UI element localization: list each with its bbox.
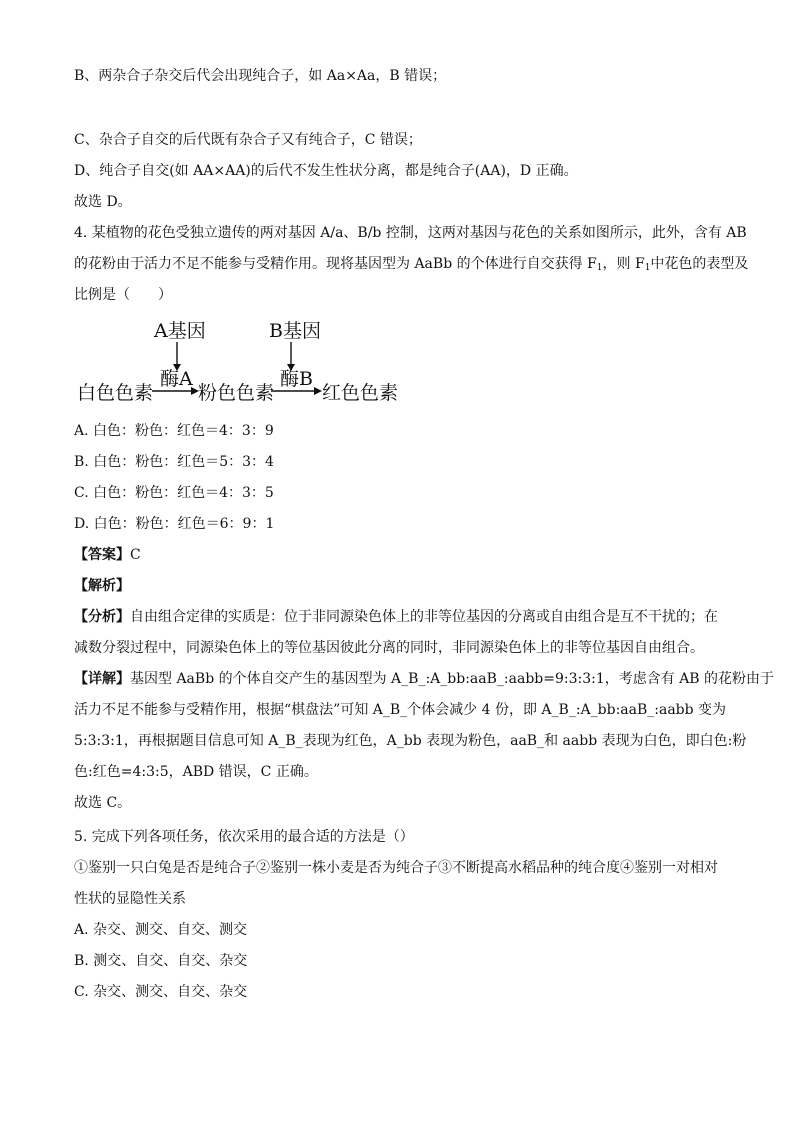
detail-line: 5:3:3:1，再根据题目信息可知 A_B_表现为红色，A_bb 表现为粉色，aaB_和 aabb 表现为白色，即白色:粉 [74, 733, 747, 749]
detail-label: 【详解】 [74, 671, 130, 687]
detail-line: 故选 C。 [74, 795, 132, 811]
option-c: C. 白色：粉色：红色＝4：3：5 [74, 485, 274, 501]
option-c: C. 杂交、测交、自交、杂交 [74, 984, 248, 1000]
text-line: D、纯合子自交(如 AA×AA)的后代不发生性状分离，都是纯合子(AA)，D 正确。 [74, 163, 578, 179]
analysis-line [74, 607, 718, 627]
option-b: B. 测交、自交、自交、杂交 [74, 953, 248, 969]
analysis-label: 【分析】 [74, 609, 130, 625]
option-a: A. 白色：粉色：红色＝4：3：9 [74, 423, 274, 439]
option-d: D. 白色：粉色：红色＝6：9：1 [74, 516, 275, 532]
white-pigment-label: 白色色素 [77, 382, 154, 404]
enzyme-b-label: 酶B [280, 368, 313, 390]
analysis-line: 减数分裂过程中，同源染色体上的等位基因彼此分离的同时，非同源染色体上的非等位基因自由组合。 [74, 640, 704, 656]
pink-pigment-label: 粉色色素 [198, 382, 275, 404]
question-4-stem: 比例是（ ） [74, 287, 172, 303]
question-5-stem: ①鉴别一只白兔是否是纯合子②鉴别一株小麦是否为纯合子③不断提高水稻品种的纯合度④鉴别一对相对 [74, 860, 718, 876]
red-pigment-label: 红色色素 [322, 382, 399, 404]
option-a: A. 杂交、测交、自交、测交 [74, 922, 248, 938]
detail-line: 色:红色=4:3:5，ABD 错误，C 正确。 [74, 764, 318, 780]
detail-line [74, 669, 774, 689]
analysis-heading: 【解析】 [74, 578, 130, 594]
text-span: 基因型 AaBb 的个体自交产生的基因型为 A_B_:A_bb:aaB_:aabb=9:3:3:1，考虑含有 AB 的花粉由于 [130, 671, 775, 687]
enzyme-a-label: 酶A [160, 368, 193, 390]
question-4-stem: 4. 某植物的花色受独立遗传的两对基因 A/a、B/b 控制，这两对基因与花色的关系如图所示，此外，含有 AB [74, 225, 747, 241]
text-line: C、杂合子自交的后代既有杂合子又有纯合子，C 错误； [74, 132, 422, 148]
question-5-stem: 5. 完成下列各项任务，依次采用的最合适的方法是（） [74, 829, 414, 845]
answer-line [74, 545, 141, 565]
text-span: 中花色的表型及 [650, 256, 749, 272]
subscript: 1 [644, 263, 651, 273]
answer-value: C [130, 547, 141, 563]
text-span: 的花粉由于活力不足不能参与受精作用。现将基因型为 AaBb 的个体进行自交获得 F [74, 256, 597, 272]
question-4-stem [74, 254, 748, 278]
option-b: B. 白色：粉色：红色＝5：3：4 [74, 454, 274, 470]
text-line: 故选 D。 [74, 194, 132, 210]
gene-a-label: A基因 [154, 320, 206, 342]
text-span: ，则 F [602, 256, 645, 272]
detail-line: 活力不足不能参与受精作用，根据“棋盘法”可知 A_B_个体会减少 4 份，即 A_B_:A_bb:aaB_:aabb 变为 [74, 702, 727, 718]
answer-label: 【答案】 [74, 547, 130, 563]
gene-b-label: B基因 [269, 320, 321, 342]
question-5-stem: 性状的显隐性关系 [74, 891, 186, 907]
pigment-pathway-diagram [74, 318, 414, 410]
text-span: 自由组合定律的实质是：位于非同源染色体上的非等位基因的分离或自由组合是互不干扰的；在 [130, 609, 718, 625]
text-line: B、两杂合子杂交后代会出现纯合子，如 Aa×Aa，B 错误； [74, 68, 447, 84]
subscript: 1 [596, 263, 603, 273]
